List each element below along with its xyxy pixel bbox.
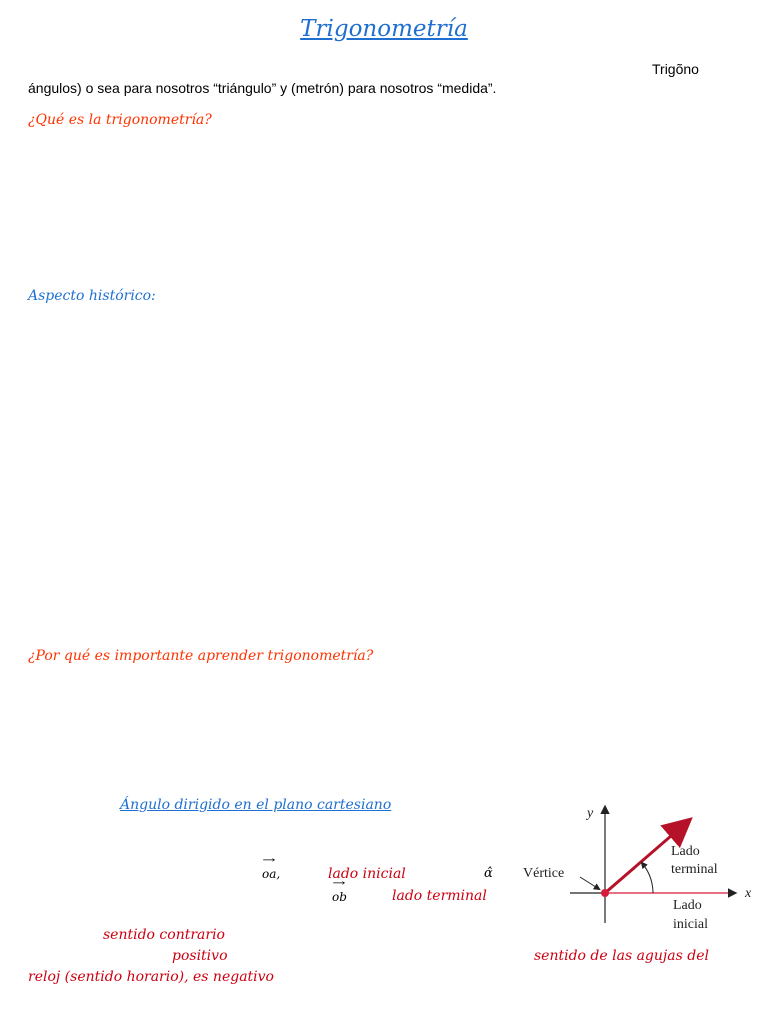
y-axis-label: y	[587, 806, 594, 821]
vector-ob-label: → ob	[332, 890, 347, 904]
vertex-point	[601, 889, 609, 897]
text-reloj-negativo: reloj (sentido horario), es negativo	[28, 969, 274, 985]
initial-label-1: Lado	[673, 898, 702, 913]
terminal-label-1: Lado	[671, 844, 700, 859]
text-sentido-contrario: sentido contrario	[103, 927, 225, 943]
vertice-label: Vértice	[523, 866, 565, 881]
heading-directed-angle: Ángulo dirigido en el plano cartesiano	[120, 797, 392, 813]
text-lado-inicial: lado inicial	[328, 866, 406, 882]
text-lado-terminal: lado terminal	[392, 888, 487, 904]
angle-diagram	[510, 795, 760, 940]
text-sentido-agujas: sentido de las agujas del	[534, 948, 709, 964]
heading-what-is: ¿Qué es la trigonometría?	[28, 112, 212, 128]
vector-oa-comma: ,	[276, 867, 281, 881]
terminal-label-2: terminal	[671, 862, 718, 877]
vertex-pointer	[580, 877, 599, 889]
vector-oa-label: → oa	[262, 867, 276, 881]
page-title: Trigonometría	[300, 16, 468, 42]
heading-history: Aspecto histórico:	[28, 288, 156, 304]
text-positivo: positivo	[172, 948, 228, 964]
initial-label-2: inicial	[673, 917, 708, 932]
angle-arc	[642, 863, 653, 893]
vector-ob	[332, 890, 347, 904]
heading-why-important: ¿Por qué es importante aprender trigonometría?	[28, 648, 374, 664]
alpha-hat-symbol: α̂	[484, 866, 493, 881]
x-axis-label: x	[745, 886, 752, 901]
intro-line1-tail: Trigõno	[652, 61, 699, 77]
intro-line2: ángulos) o sea para nosotros “triángulo” y (metrón) para nosotros “medida”.	[28, 80, 497, 96]
vector-oa	[262, 867, 280, 881]
